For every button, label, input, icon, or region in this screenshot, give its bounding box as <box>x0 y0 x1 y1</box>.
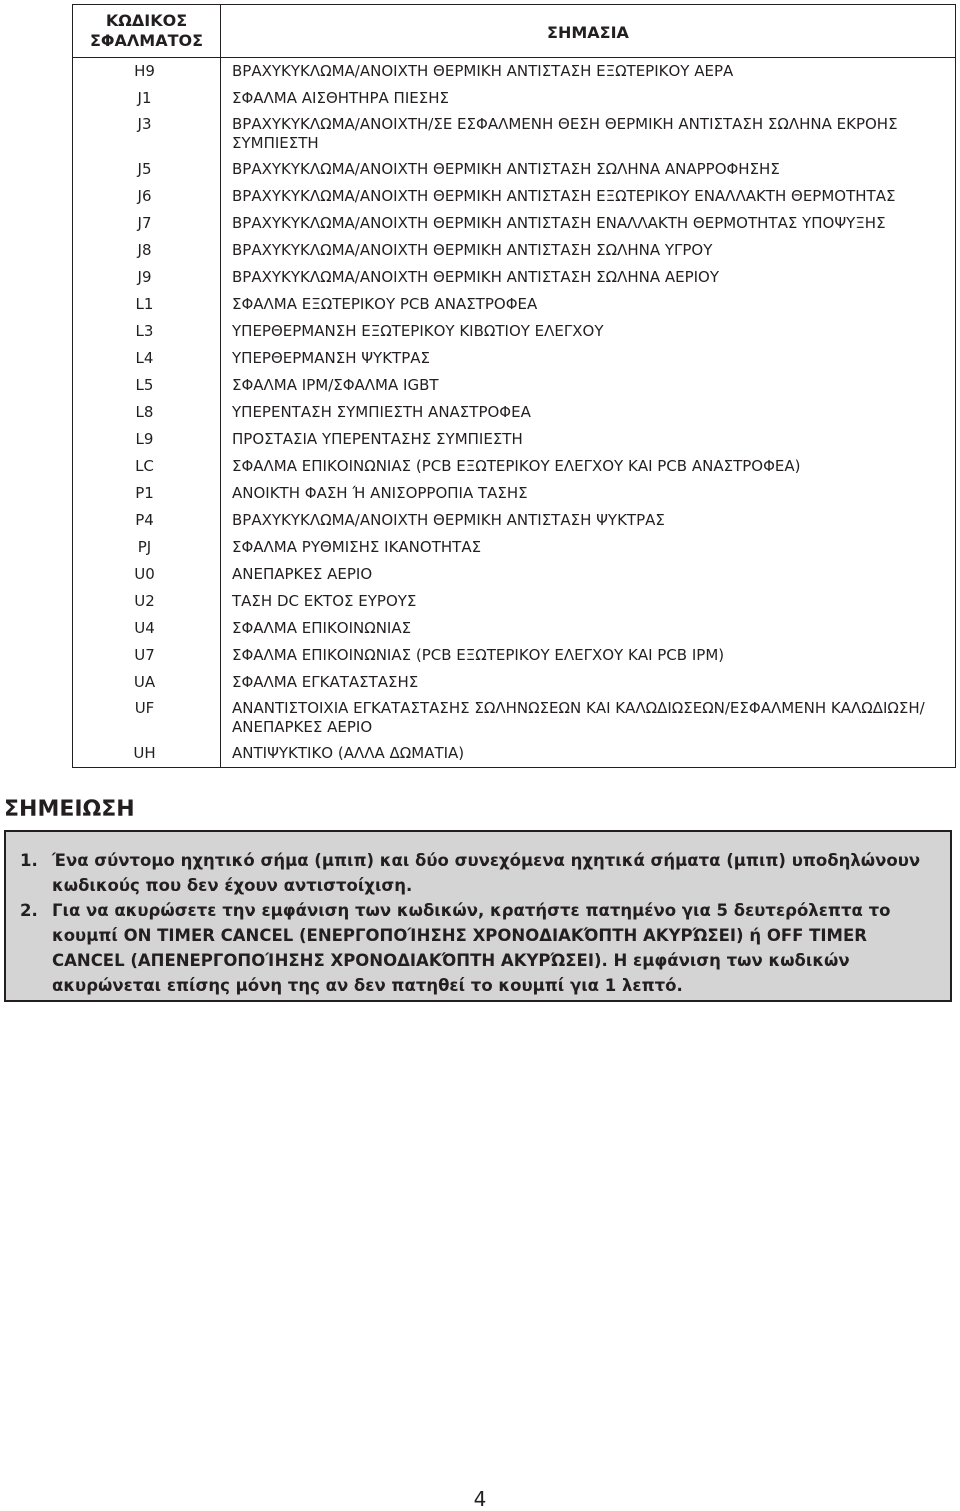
table-row <box>73 58 956 86</box>
error-code-cell: H9 <box>73 58 221 86</box>
error-code-cell: P1 <box>73 480 221 507</box>
error-code-cell: J6 <box>73 183 221 210</box>
error-code-cell: J1 <box>73 85 221 112</box>
table-row <box>73 156 956 183</box>
error-code-cell: L1 <box>73 291 221 318</box>
error-meaning-cell: ΣΦΑΛΜΑ ΕΓΚΑΤΑΣΤΑΣΗΣ <box>221 669 956 696</box>
note-item-number: 2. <box>20 901 38 920</box>
error-meaning-cell: ΒΡΑΧΥΚΥΚΛΩΜΑ/ΑΝΟΙΧΤΗ/ΣΕ ΕΣΦΑΛΜΕΝΗ ΘΕΣΗ ΘΕΡΜΙΚΗ ΑΝΤΙΣΤΑΣΗ ΣΩΛΗΝΑ ΕΚΡΟΗΣ ΣΥΜΠΙΕΣΤΗ <box>221 112 956 156</box>
table-row <box>73 112 956 156</box>
error-meaning-cell: ΥΠΕΡΘΕΡΜΑΝΣΗ ΕΞΩΤΕΡΙΚΟΥ ΚΙΒΩΤΙΟΥ ΕΛΕΓΧΟΥ <box>221 318 956 345</box>
table-row <box>73 426 956 453</box>
note-item-number: 1. <box>20 851 38 870</box>
error-meaning-cell: ΣΦΑΛΜΑ ΡΥΘΜΙΣΗΣ ΙΚΑΝΟΤΗΤΑΣ <box>221 534 956 561</box>
table-row <box>73 183 956 210</box>
table-row <box>73 237 956 264</box>
error-code-cell: LC <box>73 453 221 480</box>
table-row <box>73 615 956 642</box>
note-title: ΣΗΜΕΙΩΣΗ <box>4 797 135 822</box>
error-code-cell: PJ <box>73 534 221 561</box>
error-code-cell: J3 <box>73 112 221 156</box>
table-row <box>73 480 956 507</box>
error-meaning-cell: ΣΦΑΛΜΑ ΕΞΩΤΕΡΙΚΟΥ PCB ΑΝΑΣΤΡΟΦΕΑ <box>221 291 956 318</box>
note-item <box>20 898 930 998</box>
table-row <box>73 399 956 426</box>
error-meaning-cell: ΒΡΑΧΥΚΥΚΛΩΜΑ/ΑΝΟΙΧΤΗ ΘΕΡΜΙΚΗ ΑΝΤΙΣΤΑΣΗ ΨΥΚΤΡΑΣ <box>221 507 956 534</box>
note-list <box>20 848 930 998</box>
error-code-cell: UH <box>73 740 221 768</box>
error-code-cell: J7 <box>73 210 221 237</box>
table-row <box>73 588 956 615</box>
table-row <box>73 669 956 696</box>
note-item <box>20 848 930 898</box>
meaning-column-header: ΣΗΜΑΣΙΑ <box>221 5 956 58</box>
error-meaning-cell: ΑΝΕΠΑΡΚΕΣ ΑΕΡΙΟ <box>221 561 956 588</box>
error-meaning-cell: ΣΦΑΛΜΑ IPM/ΣΦΑΛΜΑ IGBT <box>221 372 956 399</box>
table-row <box>73 740 956 768</box>
table-row <box>73 210 956 237</box>
error-meaning-cell: ΑΝΑΝΤΙΣΤΟΙΧΙΑ ΕΓΚΑΤΑΣΤΑΣΗΣ ΣΩΛΗΝΩΣΕΩΝ ΚΑΙ ΚΑΛΩΔΙΩΣΕΩΝ/ΕΣΦΑΛΜΕΝΗ ΚΑΛΩΔΙΩΣΗ/ ΑΝΕΠΑΡΚΕΣ ΑΕΡΙΟ <box>221 696 956 740</box>
error-meaning-cell: ΣΦΑΛΜΑ ΑΙΣΘΗΤΗΡΑ ΠΙΕΣΗΣ <box>221 85 956 112</box>
note-item-text: Ένα σύντομο ηχητικό σήμα (μπιπ) και δύο συνεχόμενα ηχητικά σήματα (μπιπ) υποδηλώνουν κωδικούς που δεν έχουν αντιστοίχιση. <box>52 851 921 895</box>
table-row <box>73 264 956 291</box>
error-meaning-cell: ΥΠΕΡΘΕΡΜΑΝΣΗ ΨΥΚΤΡΑΣ <box>221 345 956 372</box>
error-code-table <box>72 4 956 768</box>
error-meaning-cell: ΒΡΑΧΥΚΥΚΛΩΜΑ/ΑΝΟΙΧΤΗ ΘΕΡΜΙΚΗ ΑΝΤΙΣΤΑΣΗ ΕΞΩΤΕΡΙΚΟΥ ΑΕΡΑ <box>221 58 956 86</box>
error-meaning-cell: ΥΠΕΡΕΝΤΑΣΗ ΣΥΜΠΙΕΣΤΗ ΑΝΑΣΤΡΟΦΕΑ <box>221 399 956 426</box>
table-row <box>73 85 956 112</box>
note-box <box>4 830 952 1002</box>
page-number: 4 <box>473 1487 487 1511</box>
table-row <box>73 453 956 480</box>
error-code-cell: J5 <box>73 156 221 183</box>
table-row <box>73 642 956 669</box>
error-code-cell: U4 <box>73 615 221 642</box>
error-meaning-cell: ΒΡΑΧΥΚΥΚΛΩΜΑ/ΑΝΟΙΧΤΗ ΘΕΡΜΙΚΗ ΑΝΤΙΣΤΑΣΗ ΕΞΩΤΕΡΙΚΟΥ ΕΝΑΛΛΑΚΤΗ ΘΕΡΜΟΤΗΤΑΣ <box>221 183 956 210</box>
error-code-cell: U2 <box>73 588 221 615</box>
error-meaning-cell: ΒΡΑΧΥΚΥΚΛΩΜΑ/ΑΝΟΙΧΤΗ ΘΕΡΜΙΚΗ ΑΝΤΙΣΤΑΣΗ ΕΝΑΛΛΑΚΤΗ ΘΕΡΜΟΤΗΤΑΣ ΥΠΟΨΥΞΗΣ <box>221 210 956 237</box>
table-header-row <box>73 5 956 58</box>
table-row <box>73 345 956 372</box>
error-code-cell: L5 <box>73 372 221 399</box>
error-code-cell: UA <box>73 669 221 696</box>
error-code-cell: L8 <box>73 399 221 426</box>
error-code-cell: UF <box>73 696 221 740</box>
error-code-cell: U0 <box>73 561 221 588</box>
error-code-cell: J8 <box>73 237 221 264</box>
error-meaning-cell: ΑΝΤΙΨΥΚΤΙΚΟ (ΑΛΛΑ ΔΩΜΑΤΙΑ) <box>221 740 956 768</box>
error-code-cell: L4 <box>73 345 221 372</box>
code-column-header: ΚΩΔΙΚΟΣ ΣΦΑΛΜΑΤΟΣ <box>73 5 221 58</box>
error-code-cell: U7 <box>73 642 221 669</box>
table-row <box>73 318 956 345</box>
table-row <box>73 507 956 534</box>
error-meaning-cell: ΣΦΑΛΜΑ ΕΠΙΚΟΙΝΩΝΙΑΣ (PCB ΕΞΩΤΕΡΙΚΟΥ ΕΛΕΓΧΟΥ ΚΑΙ PCB IPM) <box>221 642 956 669</box>
note-item-text: Για να ακυρώσετε την εμφάνιση των κωδικών, κρατήστε πατημένο για 5 δευτερόλεπτα το κουμπί ON TIMER CANCEL (ΕΝΕΡΓΟΠΟΊΗΣΗΣ ΧΡΟΝΟΔΙΑΚΌΠΤΗ ΑΚΥΡΏΣΕΙ) ή OFF TIMER CANCEL (ΑΠΕΝΕΡΓΟΠΟΊΗΣΗΣ ΧΡΟΝΟΔΙΑΚΌΠΤΗ ΑΚΥΡΏΣΕΙ). Η εμφάνιση των κωδικών ακυρώνεται επίσης μόνη της αν δεν πατηθεί το κουμπί για 1 λεπτό. <box>52 901 891 995</box>
error-meaning-cell: ΒΡΑΧΥΚΥΚΛΩΜΑ/ΑΝΟΙΧΤΗ ΘΕΡΜΙΚΗ ΑΝΤΙΣΤΑΣΗ ΣΩΛΗΝΑ ΥΓΡΟΥ <box>221 237 956 264</box>
error-code-cell: J9 <box>73 264 221 291</box>
error-code-cell: L9 <box>73 426 221 453</box>
error-meaning-cell: ΒΡΑΧΥΚΥΚΛΩΜΑ/ΑΝΟΙΧΤΗ ΘΕΡΜΙΚΗ ΑΝΤΙΣΤΑΣΗ ΣΩΛΗΝΑ ΑΕΡΙΟΥ <box>221 264 956 291</box>
error-meaning-cell: ΒΡΑΧΥΚΥΚΛΩΜΑ/ΑΝΟΙΧΤΗ ΘΕΡΜΙΚΗ ΑΝΤΙΣΤΑΣΗ ΣΩΛΗΝΑ ΑΝΑΡΡΟΦΗΣΗΣ <box>221 156 956 183</box>
error-meaning-cell: ΠΡΟΣΤΑΣΙΑ ΥΠΕΡΕΝΤΑΣΗΣ ΣΥΜΠΙΕΣΤΗ <box>221 426 956 453</box>
table-row <box>73 561 956 588</box>
table-row <box>73 372 956 399</box>
error-meaning-cell: ΤΑΣΗ DC ΕΚΤΟΣ ΕΥΡΟΥΣ <box>221 588 956 615</box>
error-meaning-cell: ΣΦΑΛΜΑ ΕΠΙΚΟΙΝΩΝΙΑΣ (PCB ΕΞΩΤΕΡΙΚΟΥ ΕΛΕΓΧΟΥ ΚΑΙ PCB ΑΝΑΣΤΡΟΦΕΑ) <box>221 453 956 480</box>
table-row <box>73 534 956 561</box>
error-code-cell: P4 <box>73 507 221 534</box>
error-meaning-cell: ΑΝΟΙΚΤΗ ΦΑΣΗ Ή ΑΝΙΣΟΡΡΟΠΙΑ ΤΑΣΗΣ <box>221 480 956 507</box>
table-row <box>73 291 956 318</box>
table-row <box>73 696 956 740</box>
error-meaning-cell: ΣΦΑΛΜΑ ΕΠΙΚΟΙΝΩΝΙΑΣ <box>221 615 956 642</box>
error-code-cell: L3 <box>73 318 221 345</box>
